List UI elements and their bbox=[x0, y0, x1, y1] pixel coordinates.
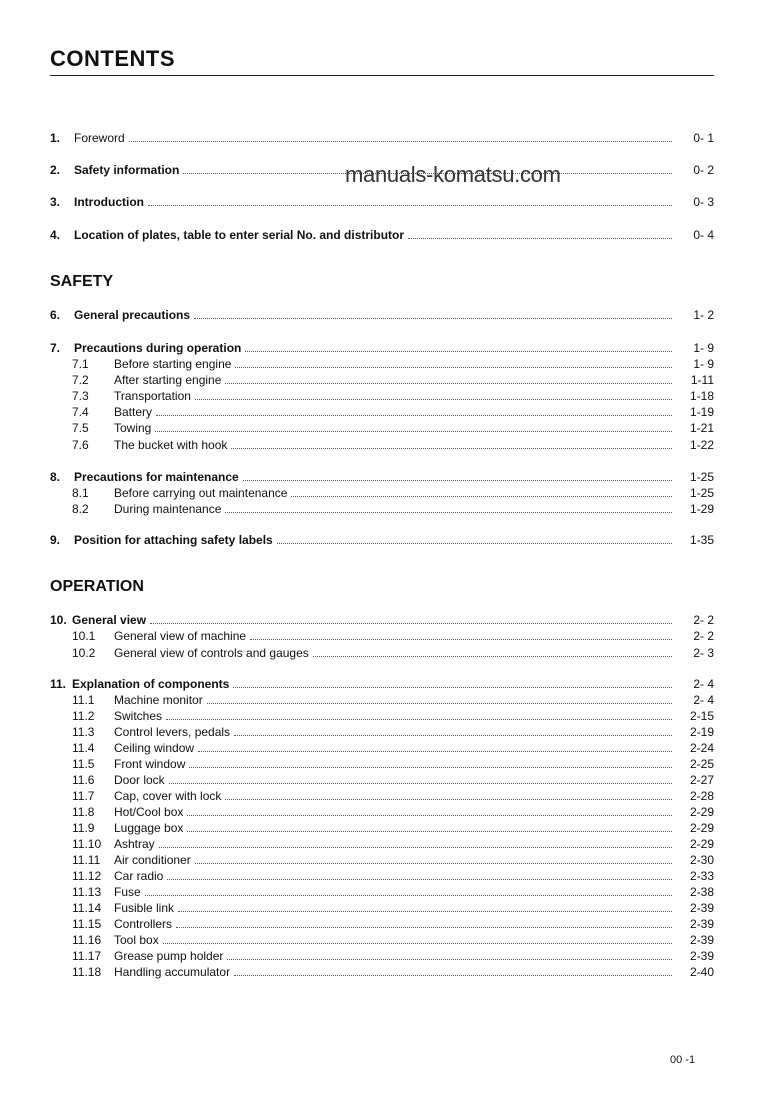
entry-label: Battery bbox=[114, 405, 153, 419]
leader-dots bbox=[225, 798, 672, 800]
toc-subentry[interactable] bbox=[50, 885, 714, 901]
entry-label: Cap, cover with lock bbox=[114, 789, 222, 803]
entry-label: Precautions for maintenance bbox=[74, 470, 239, 484]
entry-number: 11.6 bbox=[72, 773, 95, 787]
entry-number: 7.1 bbox=[72, 357, 89, 371]
entry-number: 11.5 bbox=[72, 757, 95, 771]
entry-page: 2-39 bbox=[689, 949, 714, 963]
entry-number: 8.2 bbox=[72, 502, 89, 516]
entry-number: 11.18 bbox=[72, 965, 102, 979]
entry-label: After starting engine bbox=[114, 373, 222, 387]
leader-dots bbox=[145, 894, 672, 896]
toc-subentry[interactable] bbox=[50, 693, 714, 709]
toc-subentry[interactable] bbox=[50, 757, 714, 773]
entry-number: 11.12 bbox=[72, 869, 102, 883]
toc-subentry[interactable] bbox=[50, 629, 714, 645]
toc-subentry[interactable] bbox=[50, 789, 714, 805]
entry-page: 0- 1 bbox=[693, 131, 714, 145]
entry-number: 7.2 bbox=[72, 373, 89, 387]
toc-subentry[interactable] bbox=[50, 646, 714, 662]
entry-number: 8.1 bbox=[72, 486, 89, 500]
entry-number: 11.9 bbox=[72, 821, 95, 835]
entry-page: 0- 3 bbox=[693, 195, 714, 209]
toc-entry[interactable] bbox=[50, 470, 714, 486]
entry-page: 0- 4 bbox=[693, 228, 714, 242]
entry-number: 11.14 bbox=[72, 901, 102, 915]
entry-page: 2- 2 bbox=[693, 629, 714, 643]
entry-page: 1- 9 bbox=[693, 357, 714, 371]
entry-label: Fusible link bbox=[114, 901, 175, 915]
entry-number: 3. bbox=[50, 195, 61, 209]
leader-dots bbox=[250, 638, 672, 640]
entry-page: 1-25 bbox=[689, 486, 714, 500]
entry-page: 2-15 bbox=[689, 709, 714, 723]
leader-dots bbox=[234, 734, 672, 736]
toc-entry-introduction[interactable] bbox=[50, 195, 714, 211]
entry-label: Location of plates, table to enter serial No. and distributor bbox=[74, 228, 405, 242]
leader-dots bbox=[163, 942, 672, 944]
leader-dots bbox=[235, 366, 672, 368]
toc-subentry[interactable] bbox=[50, 421, 714, 437]
toc-subentry[interactable] bbox=[50, 502, 714, 518]
toc-subentry[interactable] bbox=[50, 949, 714, 965]
leader-dots bbox=[408, 237, 672, 239]
entry-page: 2- 4 bbox=[693, 677, 714, 691]
entry-number: 11.13 bbox=[72, 885, 102, 899]
entry-number: 8. bbox=[50, 470, 61, 484]
entry-label: Air conditioner bbox=[114, 853, 191, 867]
toc-entry[interactable] bbox=[50, 677, 714, 693]
entry-label: Safety information bbox=[74, 163, 180, 177]
leader-dots bbox=[156, 414, 672, 416]
entry-page: 2-24 bbox=[689, 741, 714, 755]
leader-dots bbox=[148, 204, 672, 206]
toc-subentry[interactable] bbox=[50, 438, 714, 454]
entry-page: 2-19 bbox=[689, 725, 714, 739]
page-number: 00 -1 bbox=[670, 1054, 696, 1066]
entry-page: 2-30 bbox=[689, 853, 714, 867]
entry-page: 2-39 bbox=[689, 917, 714, 931]
entry-page: 2-28 bbox=[689, 789, 714, 803]
leader-dots bbox=[198, 750, 672, 752]
entry-page: 2- 3 bbox=[693, 646, 714, 660]
entry-number: 11.16 bbox=[72, 933, 102, 947]
entry-page: 1-35 bbox=[689, 533, 714, 547]
leader-dots bbox=[167, 878, 672, 880]
entry-label: Front window bbox=[114, 757, 186, 771]
leader-dots bbox=[176, 926, 672, 928]
leader-dots bbox=[166, 718, 672, 720]
leader-dots bbox=[194, 317, 672, 319]
leader-dots bbox=[189, 766, 672, 768]
entry-label: Door lock bbox=[114, 773, 165, 787]
leader-dots bbox=[150, 622, 672, 624]
entry-page: 2-27 bbox=[689, 773, 714, 787]
toc-subentry[interactable] bbox=[50, 869, 714, 885]
leader-dots bbox=[225, 511, 672, 513]
toc-subentry[interactable] bbox=[50, 965, 714, 981]
entry-label: Towing bbox=[114, 421, 152, 435]
section-heading-operation: OPERATION bbox=[50, 578, 144, 595]
entry-number: 9. bbox=[50, 533, 61, 547]
toc-subentry[interactable] bbox=[50, 741, 714, 757]
leader-dots bbox=[187, 814, 672, 816]
entry-label: Handling accumulator bbox=[114, 965, 231, 979]
entry-number: 11.3 bbox=[72, 725, 95, 739]
toc-subentry[interactable] bbox=[50, 917, 714, 933]
entry-number: 7. bbox=[50, 341, 61, 355]
entry-label: Machine monitor bbox=[114, 693, 203, 707]
leader-dots bbox=[234, 974, 672, 976]
entry-page: 2-25 bbox=[689, 757, 714, 771]
entry-label: Tool box bbox=[114, 933, 159, 947]
toc-entry-location-of-plates[interactable] bbox=[50, 228, 714, 244]
entry-number: 7.6 bbox=[72, 438, 89, 452]
entry-number: 6. bbox=[50, 308, 61, 322]
title-rule bbox=[50, 75, 714, 76]
entry-page: 1- 2 bbox=[693, 308, 714, 322]
leader-dots bbox=[178, 910, 672, 912]
entry-label: Foreword bbox=[74, 131, 125, 145]
leader-dots bbox=[155, 430, 672, 432]
entry-number: 2. bbox=[50, 163, 61, 177]
leader-dots bbox=[207, 702, 672, 704]
entry-number: 11.10 bbox=[72, 837, 102, 851]
toc-subentry[interactable] bbox=[50, 837, 714, 853]
entry-number: 7.3 bbox=[72, 389, 89, 403]
leader-dots bbox=[187, 830, 672, 832]
entry-page: 2-38 bbox=[689, 885, 714, 899]
leader-dots bbox=[245, 350, 672, 352]
entry-label: Explanation of components bbox=[72, 677, 230, 691]
entry-label: Introduction bbox=[74, 195, 144, 209]
entry-number: 10. bbox=[50, 613, 67, 627]
entry-number: 11.4 bbox=[72, 741, 95, 755]
toc-entry-foreword[interactable] bbox=[50, 131, 714, 147]
entry-label: Switches bbox=[114, 709, 163, 723]
entry-label: Control levers, pedals bbox=[114, 725, 231, 739]
entry-page: 2-39 bbox=[689, 933, 714, 947]
toc-subentry[interactable] bbox=[50, 821, 714, 837]
entry-number: 11.2 bbox=[72, 709, 95, 723]
section-heading-safety: SAFETY bbox=[50, 273, 114, 290]
entry-page: 2-29 bbox=[689, 821, 714, 835]
entry-number: 1. bbox=[50, 131, 61, 145]
leader-dots bbox=[129, 140, 672, 142]
entry-number: 10.2 bbox=[72, 646, 96, 660]
entry-label: Transportation bbox=[114, 389, 191, 403]
entry-label: The bucket with hook bbox=[114, 438, 228, 452]
entry-page: 2-40 bbox=[689, 965, 714, 979]
leader-dots bbox=[195, 398, 672, 400]
leader-dots bbox=[277, 542, 672, 544]
toc-subentry[interactable] bbox=[50, 901, 714, 917]
toc-subentry[interactable] bbox=[50, 357, 714, 373]
entry-number: 10.1 bbox=[72, 629, 96, 643]
entry-page: 1-11 bbox=[690, 373, 714, 387]
toc-subentry[interactable] bbox=[50, 853, 714, 869]
toc-entry[interactable] bbox=[50, 533, 714, 549]
entry-number: 4. bbox=[50, 228, 61, 242]
toc-subentry[interactable] bbox=[50, 805, 714, 821]
entry-page: 1-22 bbox=[689, 438, 714, 452]
entry-label: Grease pump holder bbox=[114, 949, 224, 963]
toc-subentry[interactable] bbox=[50, 773, 714, 789]
entry-label: Hot/Cool box bbox=[114, 805, 184, 819]
entry-label: Luggage box bbox=[114, 821, 184, 835]
toc-subentry[interactable] bbox=[50, 933, 714, 949]
toc-entry[interactable] bbox=[50, 341, 714, 357]
entry-label: Ashtray bbox=[114, 837, 155, 851]
entry-page: 0- 2 bbox=[693, 163, 714, 177]
entry-label: Ceiling window bbox=[114, 741, 195, 755]
entry-number: 11.11 bbox=[72, 853, 101, 867]
entry-label: Position for attaching safety labels bbox=[74, 533, 273, 547]
entry-number: 7.5 bbox=[72, 421, 89, 435]
entry-page: 2-29 bbox=[689, 805, 714, 819]
entry-page: 1- 9 bbox=[693, 341, 714, 355]
leader-dots bbox=[291, 495, 672, 497]
entry-page: 1-21 bbox=[689, 421, 714, 435]
entry-number: 11. bbox=[50, 677, 67, 691]
leader-dots bbox=[243, 479, 672, 481]
entry-label: General view of machine bbox=[114, 629, 247, 643]
toc-subentry[interactable] bbox=[50, 373, 714, 389]
toc-subentry[interactable] bbox=[50, 709, 714, 725]
entry-label: During maintenance bbox=[114, 502, 222, 516]
entry-label: Controllers bbox=[114, 917, 173, 931]
entry-label: Car radio bbox=[114, 869, 164, 883]
toc-subentry[interactable] bbox=[50, 389, 714, 405]
entry-label: Before carrying out maintenance bbox=[114, 486, 288, 500]
entry-page: 2-29 bbox=[689, 837, 714, 851]
entry-label: Before starting engine bbox=[114, 357, 232, 371]
toc-subentry[interactable] bbox=[50, 725, 714, 741]
entry-number: 11.17 bbox=[72, 949, 102, 963]
page-title: CONTENTS bbox=[50, 46, 175, 71]
entry-page: 1-29 bbox=[689, 502, 714, 516]
entry-page: 1-19 bbox=[689, 405, 714, 419]
toc-subentry[interactable] bbox=[50, 405, 714, 421]
leader-dots bbox=[231, 447, 672, 449]
toc-entry[interactable] bbox=[50, 613, 714, 629]
entry-number: 11.8 bbox=[72, 805, 95, 819]
toc-subentry[interactable] bbox=[50, 486, 714, 502]
leader-dots bbox=[227, 958, 672, 960]
entry-label: General precautions bbox=[74, 308, 191, 322]
entry-page: 1-18 bbox=[689, 389, 714, 403]
entry-label: General view of controls and gauges bbox=[114, 646, 309, 660]
entry-number: 7.4 bbox=[72, 405, 89, 419]
leader-dots bbox=[225, 382, 672, 384]
entry-number: 11.1 bbox=[72, 693, 95, 707]
leader-dots bbox=[159, 846, 672, 848]
leader-dots bbox=[313, 655, 672, 657]
entry-page: 2- 4 bbox=[693, 693, 714, 707]
entry-page: 2- 2 bbox=[693, 613, 714, 627]
leader-dots bbox=[195, 862, 672, 864]
leader-dots bbox=[169, 782, 672, 784]
entry-number: 11.7 bbox=[72, 789, 95, 803]
entry-label: General view bbox=[72, 613, 147, 627]
watermark: manuals-komatsu.com bbox=[345, 162, 561, 187]
toc-entry[interactable] bbox=[50, 308, 714, 324]
leader-dots bbox=[233, 686, 672, 688]
entry-label: Fuse bbox=[114, 885, 141, 899]
entry-page: 1-25 bbox=[689, 470, 714, 484]
entry-number: 11.15 bbox=[72, 917, 102, 931]
entry-page: 2-39 bbox=[689, 901, 714, 915]
entry-page: 2-33 bbox=[689, 869, 714, 883]
entry-label: Precautions during operation bbox=[74, 341, 242, 355]
